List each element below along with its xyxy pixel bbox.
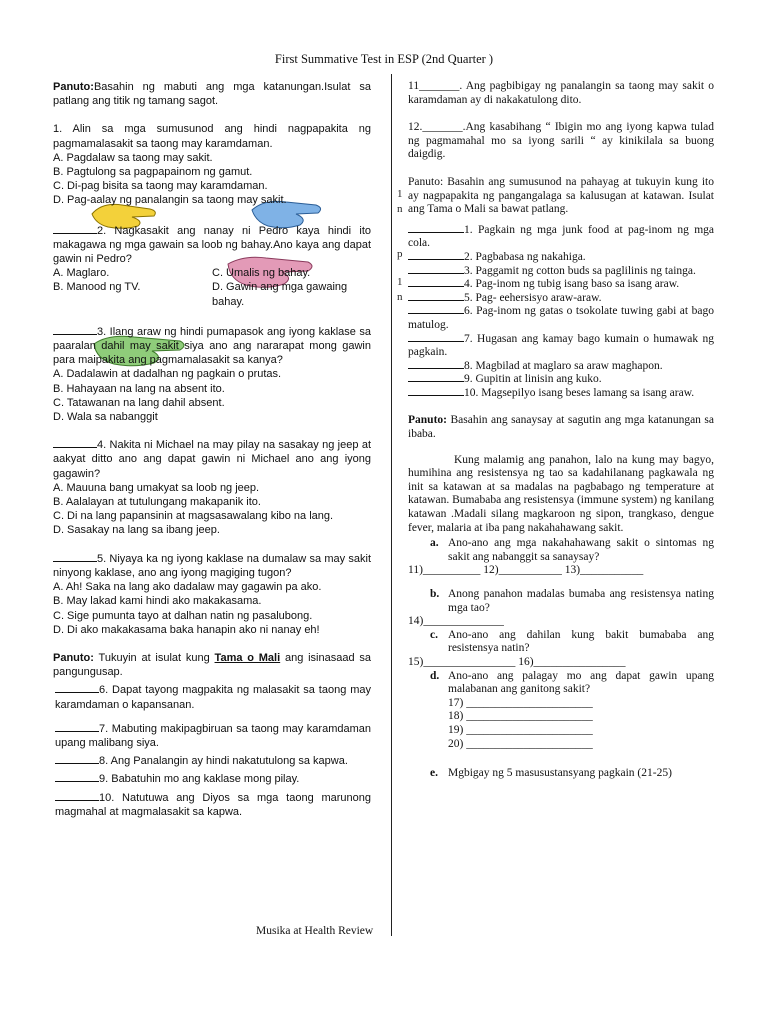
question-text: Ano-ano ang palagay mo ang dapat gawin upang malabanan ang ganitong sakit? bbox=[448, 669, 714, 696]
instructions-health: Panuto: Basahin ang sumusunod na pahayag at tukuyin kung ito ay nagpapakita ng pangangalaga sa kalusugan at katawan. Isulat ang Tama o Mali sa bawat patlang. bbox=[408, 175, 714, 216]
essay-question-e bbox=[408, 767, 714, 781]
essay-question-b bbox=[408, 588, 714, 615]
answer-blank[interactable] bbox=[408, 368, 464, 369]
health-item-10 bbox=[408, 387, 714, 401]
health-item-text: 9. Gupitin at linisin ang kuko. bbox=[464, 373, 602, 386]
q4-option-d: D. Sasakay na lang sa ibang jeep. bbox=[53, 524, 220, 537]
left-column bbox=[53, 80, 371, 928]
instructions-text: Basahin ng mabuti ang mga katanungan.Isulat sa patlang ang titik ng tamang sagot. bbox=[53, 81, 371, 108]
answer-blank[interactable] bbox=[53, 447, 97, 448]
question-4 bbox=[53, 438, 371, 481]
instructions-label: Panuto: bbox=[53, 651, 94, 664]
q1-option-b: B. Pagtulong sa pagpapainom ng gamut. bbox=[53, 166, 253, 179]
answer-blank-14[interactable]: 14)______________ bbox=[408, 615, 504, 628]
question-2-text: 2. Nagkasakit ang nanay ni Pedro kaya hindi ito makagawa ng mga gawain sa loob ng bahay.Ano kaya ang dapat gawin ni Pedro? bbox=[53, 224, 371, 266]
instructions-text: ang isinasaad sa pangungusap. bbox=[53, 651, 371, 679]
q2-options-row-2 bbox=[53, 280, 371, 308]
tf-item-7 bbox=[53, 722, 371, 750]
instructions-text: Tukuyin at isulat kung bbox=[98, 651, 210, 664]
health-item-text: 3. Paggamit ng cotton buds sa paglilinis ng tainga. bbox=[464, 264, 696, 277]
q5-option-d: D. Di ako makakasama baka hanapin ako ni nanay eh! bbox=[53, 623, 320, 636]
q1-option-a: A. Pagdalaw sa taong may sakit. bbox=[53, 151, 213, 164]
health-item-text: 7. Hugasan ang kamay bago kumain o humawak ng pagkain. bbox=[408, 332, 714, 359]
essay-question-c bbox=[408, 629, 714, 656]
q3-option-b: B. Hahayaan na lang na absent ito. bbox=[53, 382, 225, 395]
side-marker: 1 bbox=[397, 188, 403, 200]
question-text: Ano-ano ang dahilan kung bakit bumababa ang resistensya natin? bbox=[448, 628, 714, 655]
tf-item-6 bbox=[53, 683, 371, 711]
question-letter: c. bbox=[430, 628, 438, 641]
answer-blank[interactable] bbox=[55, 731, 99, 732]
question-12: 12._______.Ang kasabihang “ Ibigin mo ang iyong kapwa tulad ng pagmamahal mo sa iyong sarili “ ay kinikilala sa buong daigdig. bbox=[408, 121, 714, 161]
answer-blank[interactable] bbox=[408, 300, 464, 301]
question-5-text: 5. Niyaya ka ng iyong kaklase na dumalaw sa may sakit ninyong kaklase, ano ang iyong magiging tugon? bbox=[53, 552, 371, 579]
q2-options-row-1 bbox=[53, 266, 371, 280]
question-3 bbox=[53, 325, 371, 368]
instructions-essay bbox=[408, 414, 714, 441]
answer-blanks-15-16[interactable]: 15)________________ 16)________________ bbox=[408, 655, 626, 668]
health-item-text: 10. Magsepilyo isang beses lamang sa isang araw. bbox=[464, 386, 695, 399]
q3-option-d: D. Wala sa nabanggit bbox=[53, 411, 158, 424]
side-marker: p bbox=[397, 248, 403, 260]
q5-option-b: B. May lakad kami hindi ako makakasama. bbox=[53, 595, 262, 608]
answer-blank[interactable] bbox=[408, 381, 464, 382]
question-letter: d. bbox=[430, 669, 440, 682]
q1-option-c: C. Di-pag bisita sa taong may karamdaman. bbox=[53, 180, 268, 193]
instructions-label: Panuto: bbox=[53, 81, 94, 93]
answer-blank[interactable] bbox=[53, 561, 97, 562]
q2-option-d: D. Gawin ang mga gawaing bahay. bbox=[212, 281, 348, 308]
health-item-3 bbox=[408, 265, 714, 279]
answer-blank[interactable] bbox=[408, 395, 464, 396]
answer-blank-19[interactable]: 19) ______________________ bbox=[448, 723, 593, 736]
question-text: Anong panahon madalas bumaba ang resistensya nating mga tao? bbox=[448, 588, 714, 614]
tf-item-text: 9. Babatuhin mo ang kaklase mong pilay. bbox=[99, 773, 300, 786]
instructions-mcq bbox=[53, 80, 371, 108]
question-5 bbox=[53, 552, 371, 580]
question-3-text: 3. Ilang araw ng hindi pumapasok ang iyong kaklase sa paaralan dahil may sakit siya ano ang nararapat mong gawin para maipakita ang pagmamalasakit sa kanya? bbox=[53, 325, 371, 367]
question-1: 1. Alin sa mga sumusunod ang hindi nagpapakita ng pagmamalasakit sa taong may karamdaman. bbox=[53, 123, 371, 150]
answer-blank[interactable] bbox=[408, 232, 464, 233]
question-letter: a. bbox=[430, 537, 439, 550]
essay-paragraph: Kung malamig ang panahon, lalo na kung may bagyo, humihina ang resistensya ng tao sa kadahilanang pagkawala ng init sa katawan at sa madalas na pagbabago ng temperature at katawan. Bumababa ang resistensya (immune system) ng kanilang katawan .Madali silang magkaroon ng sipon, trangkaso, dengue fever, malaria at iba pang nakahahawang sakit. bbox=[408, 453, 714, 534]
tf-item-text: 7. Mabuting makipagbiruan sa taong may karamdaman upang malibang siya. bbox=[55, 722, 371, 749]
answer-blank[interactable] bbox=[408, 286, 464, 287]
instructions-text: Basahin ang sanaysay at sagutin ang mga katanungan sa ibaba. bbox=[408, 414, 714, 441]
health-item-text: 4. Pag-inom ng tubig isang baso sa isang araw. bbox=[464, 278, 680, 291]
page-title: First Summative Test in ESP (2nd Quarter ) bbox=[274, 52, 494, 66]
question-11: 11_______. Ang pagbibigay ng panalangin sa taong may sakit o karamdaman ay di nakakatulong dito. bbox=[408, 80, 714, 106]
question-2 bbox=[53, 224, 371, 267]
q4-option-c: C. Di na lang papansinin at magsasawalang kibo na lang. bbox=[53, 510, 334, 523]
tf-item-text: 6. Dapat tayong magpakita ng malasakit sa taong may karamdaman o kapansanan. bbox=[55, 684, 371, 711]
question-text: Mgbigay ng 5 masusustansyang pagkain (21-25) bbox=[448, 767, 672, 780]
answer-blank-17[interactable]: 17) ______________________ bbox=[448, 696, 593, 709]
q5-option-c: C. Sige pumunta tayo at dalhan natin ng pasalubong. bbox=[53, 609, 313, 622]
health-item-6 bbox=[408, 305, 714, 332]
health-item-text: 8. Magbilad at maglaro sa araw maghapon. bbox=[464, 359, 663, 372]
answer-blank-20[interactable]: 20) ______________________ bbox=[448, 737, 593, 750]
q5-option-a: A. Ah! Saka na lang ako dadalaw may gagawin pa ako. bbox=[53, 581, 322, 594]
answer-blanks-11-13[interactable]: 11)__________ 12)___________ 13)___________ bbox=[408, 564, 644, 577]
health-item-4 bbox=[408, 278, 714, 292]
q1-option-d: D. Pag-aalay ng panalangin sa taong may sakit. bbox=[53, 194, 287, 207]
side-marker: n bbox=[397, 291, 403, 303]
column-divider bbox=[391, 74, 392, 936]
instructions-label: Panuto: bbox=[408, 414, 447, 427]
health-item-text: 1. Pagkain ng mga junk food at pag-inom ng mga cola. bbox=[408, 223, 714, 250]
answer-blank[interactable] bbox=[55, 692, 99, 693]
health-item-text: 6. Pag-inom ng gatas o tsokolate tuwing gabi at bago matulog. bbox=[408, 305, 714, 331]
question-4-text: 4. Nakita ni Michael na may pilay na sasakay ng jeep at aakyat ditto ano ang dapat gawin ni Michael ano ang iyong gagawin? bbox=[53, 439, 371, 480]
health-item-9 bbox=[408, 373, 714, 387]
tf-item-text: 10. Natutuwa ang Diyos sa mga taong marunong magmahal at magmalasakit sa kapwa. bbox=[55, 791, 371, 818]
answer-blank[interactable] bbox=[408, 259, 464, 260]
health-item-text: 5. Pag- eehersisyo araw-araw. bbox=[464, 291, 602, 304]
q3-option-a: A. Dadalawin at dadalhan ng pagkain o prutas. bbox=[53, 368, 282, 381]
health-item-text: 2. Pagbabasa ng nakahiga. bbox=[464, 250, 586, 263]
q2-option-b: B. Manood ng TV. bbox=[53, 281, 141, 294]
instructions-emphasis: Tama o Mali bbox=[214, 651, 281, 664]
tf-item-8 bbox=[53, 754, 371, 768]
q3-option-c: C. Tatawanan na lang dahil absent. bbox=[53, 396, 225, 409]
tf-item-9 bbox=[53, 772, 371, 786]
side-marker: 1 bbox=[397, 276, 403, 288]
answer-blank[interactable] bbox=[408, 313, 464, 314]
essay-question-a bbox=[408, 537, 714, 564]
health-item-1 bbox=[408, 224, 714, 251]
answer-blank[interactable] bbox=[408, 273, 464, 274]
health-item-2 bbox=[408, 251, 714, 265]
answer-blank[interactable] bbox=[55, 781, 99, 782]
essay-question-d bbox=[408, 670, 714, 697]
answer-blank[interactable] bbox=[55, 763, 99, 764]
side-marker: n bbox=[397, 203, 403, 215]
answer-blank[interactable] bbox=[53, 334, 97, 335]
q4-option-b: B. Aalalayan at tutulungang makapanik ito. bbox=[53, 496, 261, 509]
health-item-7 bbox=[408, 333, 714, 360]
answer-blank[interactable] bbox=[408, 341, 464, 342]
right-column bbox=[408, 80, 714, 928]
answer-blank[interactable] bbox=[55, 800, 99, 801]
q4-option-a: A. Mauuna bang umakyat sa loob ng jeep. bbox=[53, 481, 260, 494]
health-item-8 bbox=[408, 360, 714, 374]
q2-option-c: C. Umalis ng bahay. bbox=[212, 267, 311, 280]
tf-item-text: 8. Ang Panalangin ay hindi nakatutulong sa kapwa. bbox=[99, 755, 348, 768]
health-item-5 bbox=[408, 292, 714, 306]
question-text: Ano-ano ang mga nakahahawang sakit o sintomas ng sakit ang nabanggit sa sanaysay? bbox=[448, 537, 714, 563]
q2-option-a: A. Maglaro. bbox=[53, 267, 110, 280]
footer-text: Musika at Health Review bbox=[256, 925, 374, 937]
instructions-true-false bbox=[53, 651, 371, 679]
question-letter: e. bbox=[430, 767, 438, 780]
question-letter: b. bbox=[430, 588, 440, 600]
answer-blank[interactable] bbox=[53, 233, 97, 234]
answer-blank-18[interactable]: 18) ______________________ bbox=[448, 710, 593, 723]
tf-item-10 bbox=[53, 791, 371, 819]
